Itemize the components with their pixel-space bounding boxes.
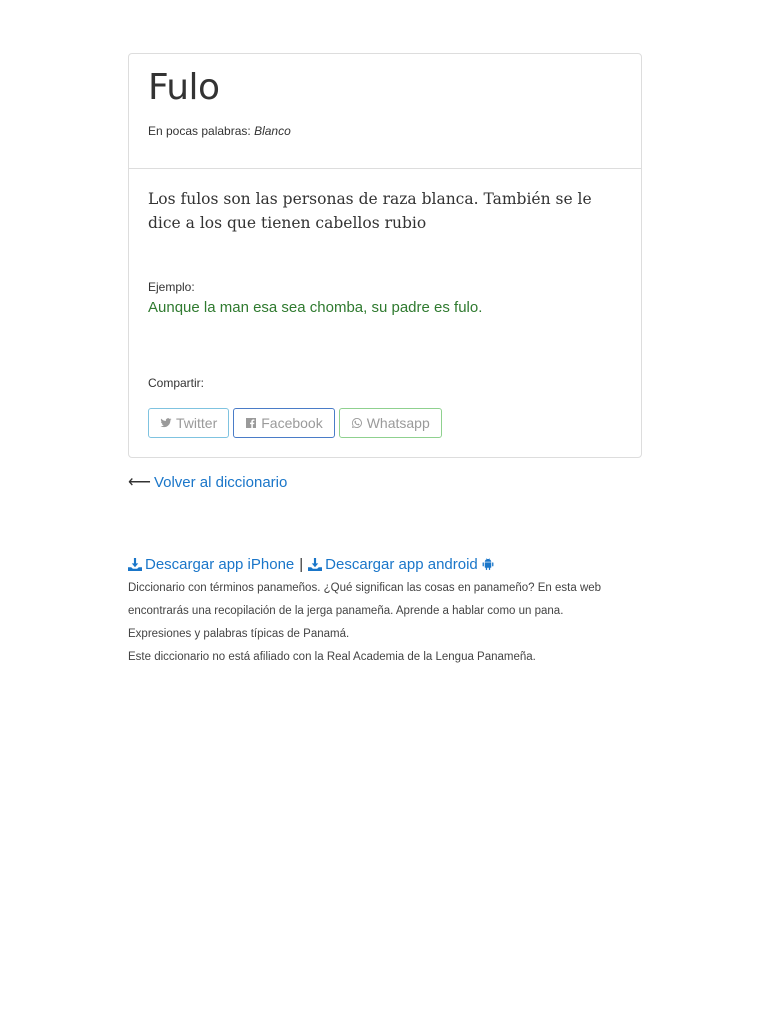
word-title: Fulo (148, 67, 220, 108)
download-iphone-link[interactable]: Descargar app iPhone (145, 556, 295, 573)
summary-label: En pocas palabras: (148, 124, 251, 138)
facebook-icon (245, 417, 257, 429)
example-text: Aunque la man esa sea chomba, su padre es fulo. (148, 299, 483, 316)
whatsapp-share-button[interactable] (339, 408, 442, 438)
android-icon (481, 558, 495, 571)
twitter-icon (160, 417, 172, 429)
facebook-share-label: Facebook (261, 415, 323, 431)
example-label: Ejemplo: (148, 280, 195, 294)
separator: | (299, 556, 304, 573)
summary (148, 124, 622, 138)
whatsapp-icon (351, 417, 363, 429)
entry-header (129, 54, 641, 169)
page-container (128, 53, 642, 669)
arrow-left-icon: ⟵ (128, 474, 151, 491)
whatsapp-share-label: Whatsapp (366, 415, 430, 431)
footer-description-1: Diccionario con términos panameños. ¿Qué significan las cosas en panameño? En esta web encontrarás una recopilación de la jerga panameña. Aprende a hablar como un pana. (128, 582, 602, 617)
share-label: Compartir: (148, 376, 205, 390)
twitter-share-label: Twitter (176, 415, 218, 431)
share-buttons (148, 408, 622, 438)
back-link-label: Volver al diccionario (153, 473, 288, 491)
download-android-link[interactable]: Descargar app android (325, 556, 478, 573)
download-icon (308, 558, 322, 571)
summary-value: Blanco (254, 124, 291, 138)
footer-description (128, 577, 642, 669)
entry-card (128, 53, 642, 458)
back-to-dictionary-link[interactable] (128, 472, 642, 492)
download-icon (128, 558, 142, 571)
definition-text: Los fulos son las personas de raza blanca. También se le dice a los que tienen cabellos rubio (148, 190, 592, 232)
footer-description-2: Expresiones y palabras típicas de Panamá. (128, 628, 350, 640)
app-download-links (128, 556, 642, 573)
facebook-share-button[interactable] (233, 408, 334, 438)
entry-body (129, 169, 641, 457)
footer-disclaimer: Este diccionario no está afiliado con la Real Academia de la Lengua Panameña. (128, 651, 536, 663)
twitter-share-button[interactable] (148, 408, 229, 438)
